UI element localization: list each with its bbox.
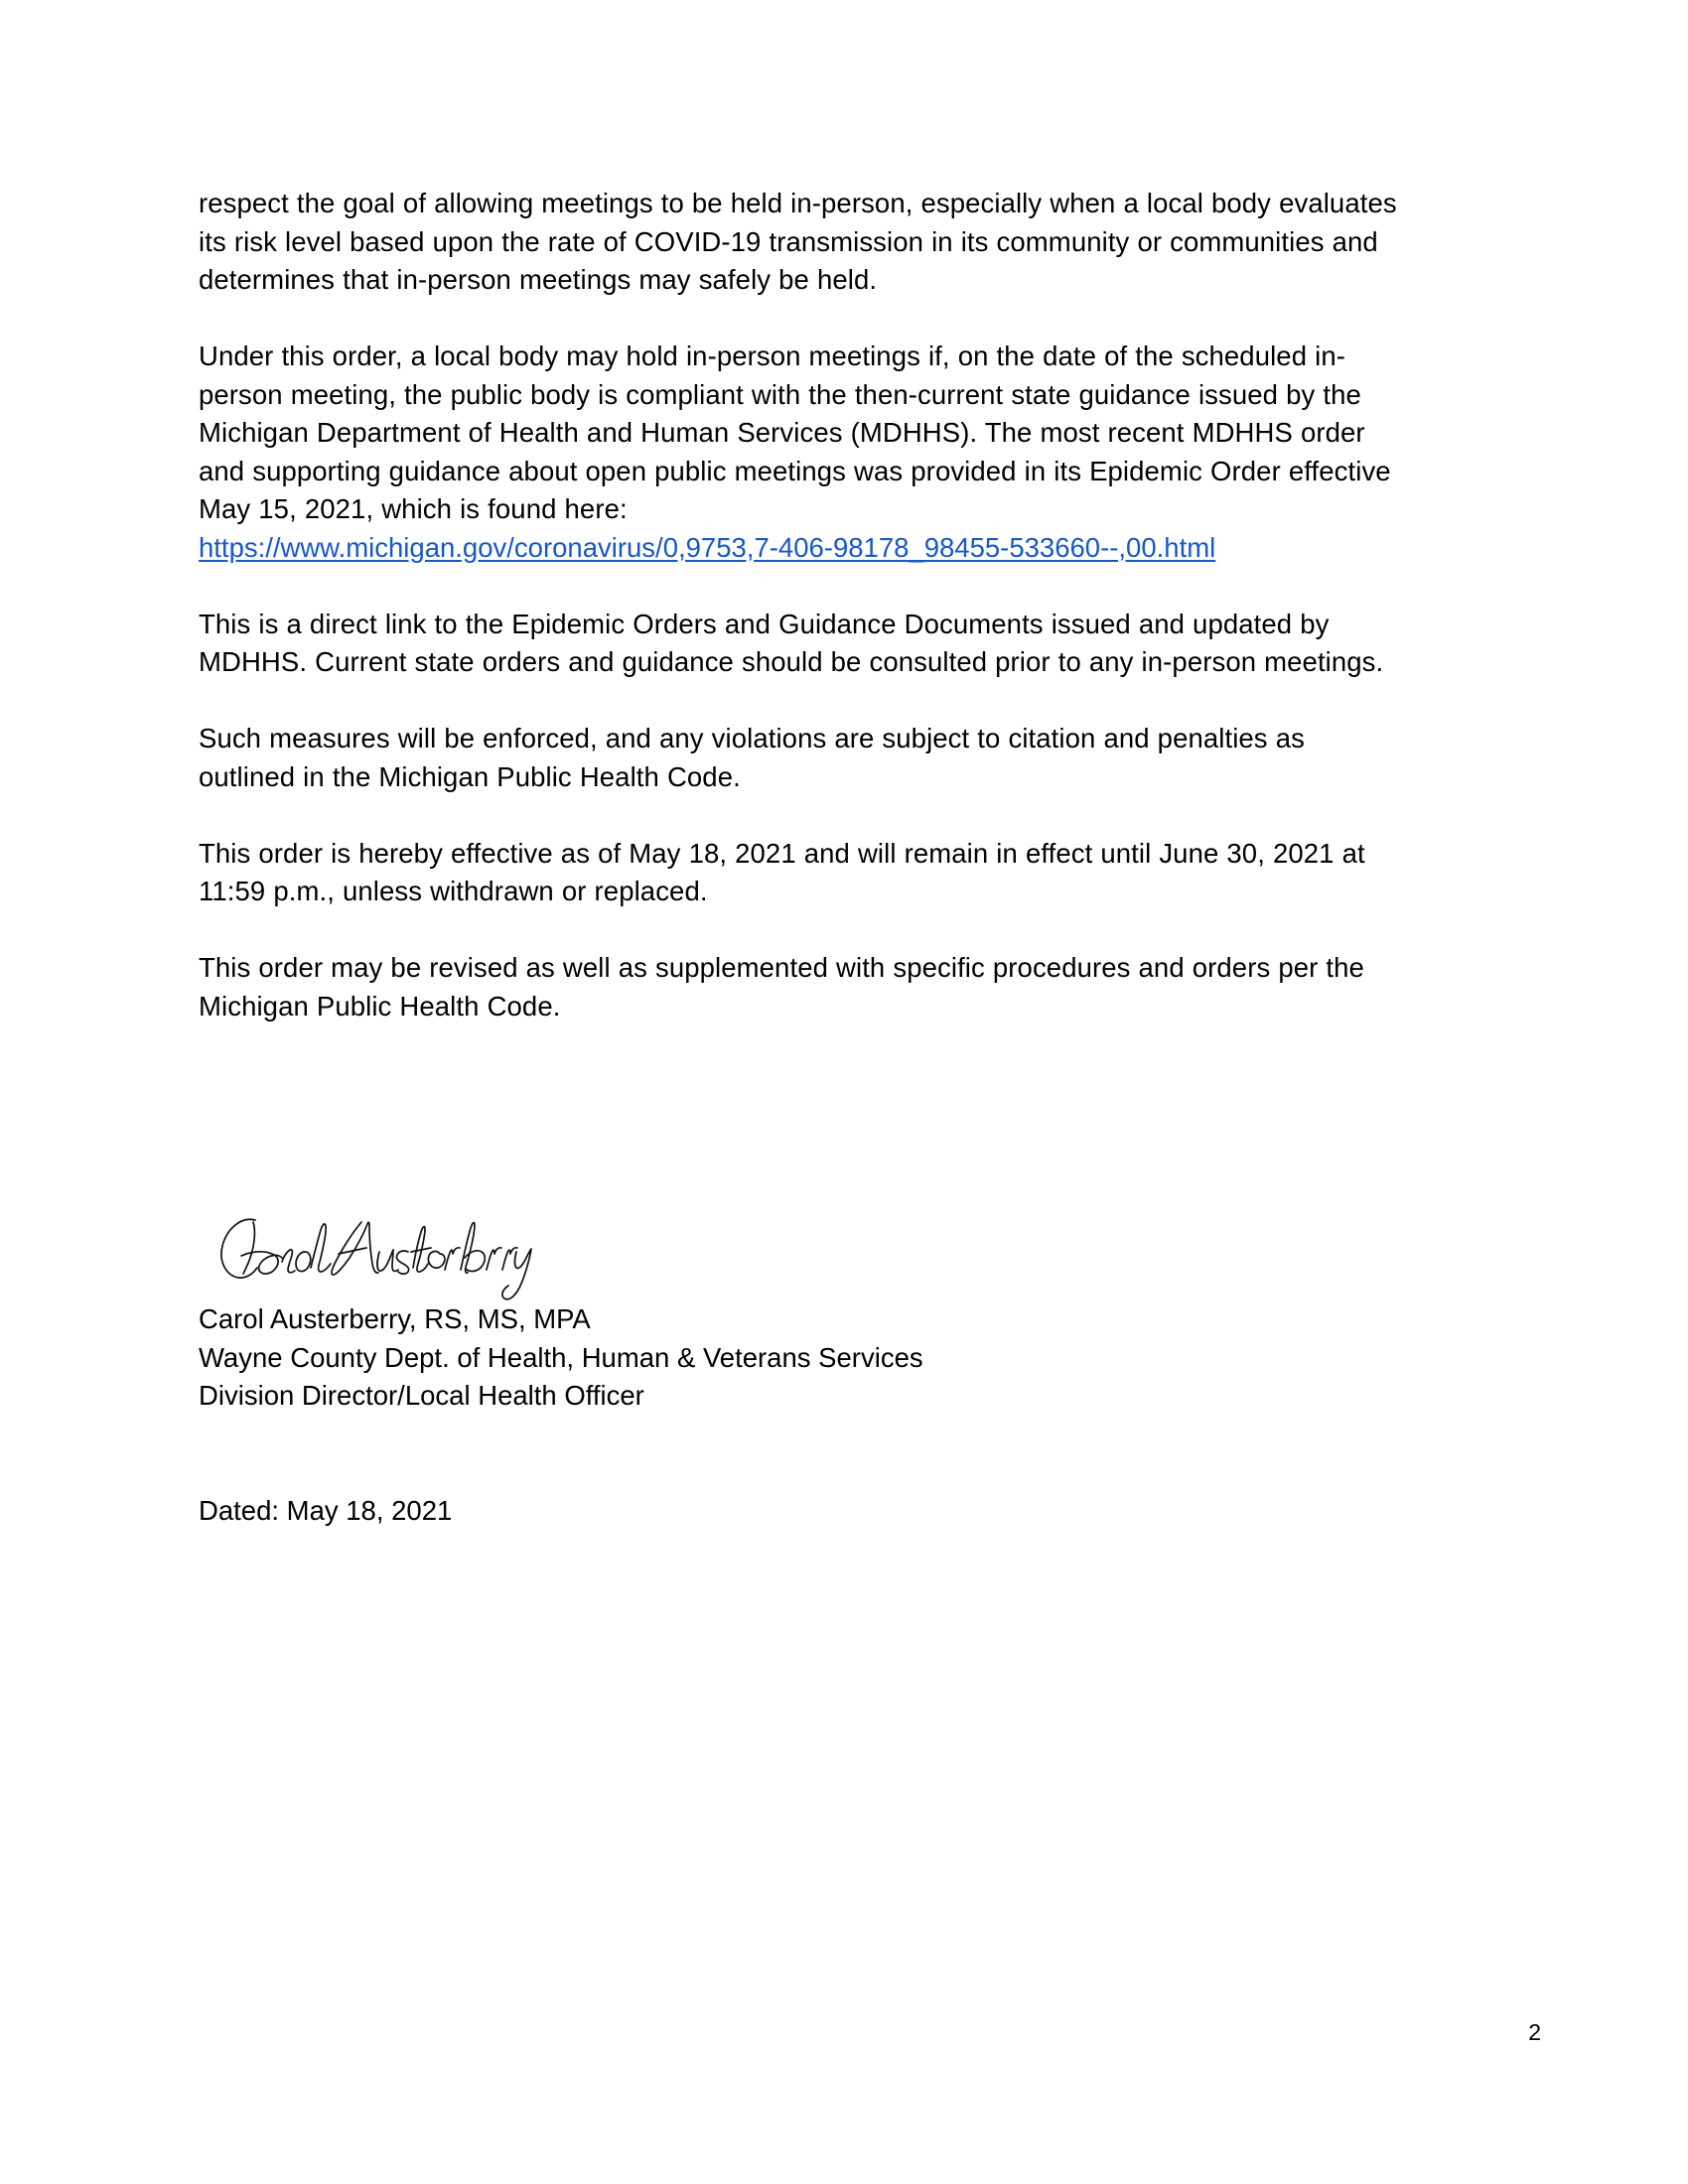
paragraph-effective-dates: This order is hereby effective as of May 18, 2021 and will remain in effect until June 30, 2021 at 11:59 p.m., unless withdrawn or replaced. xyxy=(199,837,1365,906)
document-body xyxy=(199,185,1405,1064)
signature-icon xyxy=(211,1206,548,1305)
paragraph-such-measures: Such measures will be enforced, and any violations are subject to citation and penalties as outlined in the Michigan Public Health Code. xyxy=(199,723,1305,792)
epidemic-order-link-line xyxy=(199,529,1405,568)
paragraph-under-this-order: Under this order, a local body may hold in-person meetings if, on the date of the scheduled in-person meeting, the public body is compliant with the then-current state guidance issued by the Michigan Department of Health and Human Services (MDHHS). The most recent MDHHS order and supporting guidance about open public meetings was provided in its Epidemic Order effective May 15, 2021, which is found here: xyxy=(199,341,1391,524)
signatory-department: Wayne County Dept. of Health, Human & Veterans Services xyxy=(199,1341,923,1373)
paragraph-direct-link: This is a direct link to the Epidemic Orders and Guidance Documents issued and updated by MDHHS. Current state orders and guidance should be consulted prior to any in-person meetings. xyxy=(199,608,1384,677)
signatory-name: Carol Austerberry, RS, MS, MPA xyxy=(199,1303,591,1334)
handwritten-signature xyxy=(211,1206,1291,1300)
epidemic-order-link[interactable]: https://www.michigan.gov/coronavirus/0,9753,7-406-98178_98455-533660--,00.html xyxy=(199,531,1216,563)
signatory-title: Division Director/Local Health Officer xyxy=(199,1380,644,1411)
paragraph-respect-goal: respect the goal of allowing meetings to be held in-person, especially when a local body evaluates its risk level based upon the rate of COVID-19 transmission in its community or communities and determines that in-person meetings may safely be held. xyxy=(199,188,1397,295)
page-number: 2 xyxy=(1528,2019,1541,2045)
signature-block xyxy=(199,1206,1291,1530)
signatory-details xyxy=(199,1300,1291,1416)
paragraph-revised: This order may be revised as well as supplemented with specific procedures and orders per the Michigan Public Health Code. xyxy=(199,952,1364,1022)
dated-line: Dated: May 18, 2021 xyxy=(199,1494,453,1526)
